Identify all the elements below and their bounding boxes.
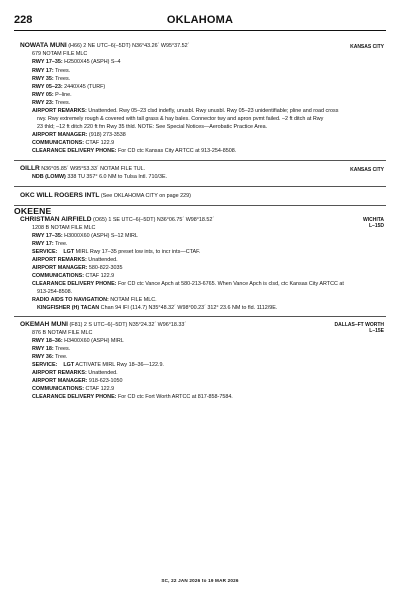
okemah-comm: COMMUNICATIONS: CTAF 122.9	[32, 386, 115, 392]
christman-name: CHRISTMAN AIRFIELD	[20, 216, 92, 223]
christman-cdp: CLEARANCE DELIVERY PHONE: For CD ctc Vance Apch at 580-213-6765. When Vance Apch is clsd, ctc Kansas City ARTCC at	[32, 281, 344, 287]
oillr-info: N36°05.85´ W95°53.33´ NOTAM FILE TUL.	[39, 166, 146, 172]
christman-rwy1735: RWY 17–35: H3000X60 (ASPH) S–12 MIRL	[32, 233, 138, 239]
christman-cdp-2: 913-254-8508.	[37, 289, 73, 295]
okemah-elev-line: 876 B NOTAM FILE MLC	[32, 330, 93, 336]
nowata-elev-line: 679 NOTAM FILE MLC	[32, 51, 88, 57]
okemah-manager: AIRPORT MANAGER: 918-623-1050	[32, 378, 123, 384]
nowata-rwy17: RWY 17: Trees.	[32, 68, 71, 74]
divider	[14, 205, 386, 206]
header-rule	[14, 30, 386, 31]
nowata-rwy1735: RWY 17–35: H2500X45 (ASPH) S–4	[32, 59, 121, 65]
okemah-info: (F81) 2 S UTC–6(–5DT) N35°24.32´ W96°18.33´	[68, 322, 187, 328]
nowata-remarks-2: rwy. Rwy extremely rough & covered with tall grass & hay bales. Connector twy and apron pvmt failed. –2 ft ditch at Rwy	[37, 116, 324, 122]
oillr-name: OILLR	[20, 165, 40, 172]
christman-nav: RADIO AIDS TO NAVIGATION: NOTAM FILE MLC.	[32, 297, 157, 303]
oillr-title-line	[20, 166, 145, 172]
christman-region: WICHITA L–15D	[362, 217, 384, 230]
okemah-service: SERVICE: LGT ACTIVATE MIRL Rwy 18–36—122.9.	[32, 362, 164, 368]
christman-comm: COMMUNICATIONS: CTAF 122.9	[32, 273, 115, 279]
divider	[14, 186, 386, 187]
city-heading: OKEENE	[14, 206, 52, 216]
nowata-rwy0523: RWY 05–23: 2440X45 (TURF)	[32, 84, 106, 90]
nowata-manager: AIRPORT MANAGER: (918) 273-3538	[32, 132, 126, 138]
nowata-rwy35: RWY 35: Trees.	[32, 76, 71, 82]
nowata-cdp: CLEARANCE DELIVERY PHONE: For CD ctc Kansas City ARTCC at 913-254-8508.	[32, 148, 237, 154]
oillr-ndb: NDB (LOMW) 338 TU 357° 6.0 NM to Tulsa Intl. 710/3E.	[32, 174, 168, 180]
nowata-region: KANSAS CITY	[350, 44, 384, 50]
nowata-comm: COMMUNICATIONS: CTAF 122.9	[32, 140, 115, 146]
okemah-name: OKEMAH MUNI	[20, 321, 68, 328]
christman-elev-line: 1208 B NOTAM FILE MLC	[32, 225, 96, 231]
okemah-region: DALLAS–FT WORTH L–15E	[334, 322, 384, 335]
nowata-remarks-3: 23 thld; –12 ft ditch 220 ft fm Rwy 35 thld. NOTE: See Special Notices—Aerobatic Practice Area.	[37, 124, 268, 130]
christman-remarks: AIRPORT REMARKS: Unattended.	[32, 257, 118, 263]
divider	[14, 160, 386, 161]
okemah-remarks: AIRPORT REMARKS: Unattended.	[32, 370, 118, 376]
christman-manager: AIRPORT MANAGER: 580-822-3035	[32, 265, 123, 271]
okc-name: OKC WILL ROGERS INTL	[20, 192, 100, 199]
okemah-cdp: CLEARANCE DELIVERY PHONE: For CD ctc Fort Worth ARTCC at 817-858-7584.	[32, 394, 233, 400]
okc-entry	[20, 193, 191, 199]
christman-rwy17: RWY 17: Tree.	[32, 241, 68, 247]
nowata-info: (H66) 2 NE UTC–6(–5DT) N36°43.26´ W95°37.52´	[66, 43, 190, 49]
okemah-rwy1836: RWY 18–36: H3400X60 (ASPH) MIRL	[32, 338, 124, 344]
okemah-title-line	[20, 322, 186, 328]
nowata-rwy05: RWY 05: P–line.	[32, 92, 72, 98]
state-title: OKLAHOMA	[166, 14, 234, 26]
nowata-title-line	[20, 43, 189, 49]
nowata-rwy23: RWY 23: Trees.	[32, 100, 71, 106]
divider	[14, 316, 386, 317]
okemah-rwy18: RWY 18: Trees.	[32, 346, 71, 352]
christman-tacan: KINGFISHER (H) TACAN Chan 94 IFI (114.7) N35°48.32´ W98°00.23´ 312° 23.6 NM to fld. 1112/9E.	[37, 305, 278, 311]
oillr-region: KANSAS CITY	[350, 167, 384, 173]
footer-effective-dates: SC, 22 JAN 2026 to 19 MAR 2026	[161, 578, 239, 583]
christman-info: (O65) 1 SE UTC–6(–5DT) N36°06.75´ W98°18.52´	[91, 217, 215, 223]
christman-service: SERVICE: LGT MIRL Rwy 17–35 preset low ints, to incr ints—CTAF.	[32, 249, 201, 255]
okc-info: (See OKLAHOMA CITY on page 229)	[99, 193, 191, 199]
nowata-remarks: AIRPORT REMARKS: Unattended. Rwy 05–23 clsd indefly, unusbl. Rwy unusbl. Rwy 05–23 unidentifiable; pline and road cross	[32, 108, 339, 114]
christman-title-line	[20, 217, 214, 223]
nowata-name: NOWATA MUNI	[20, 42, 67, 49]
page-number: 228	[14, 14, 33, 26]
okemah-rwy36: RWY 36: Tree.	[32, 354, 68, 360]
